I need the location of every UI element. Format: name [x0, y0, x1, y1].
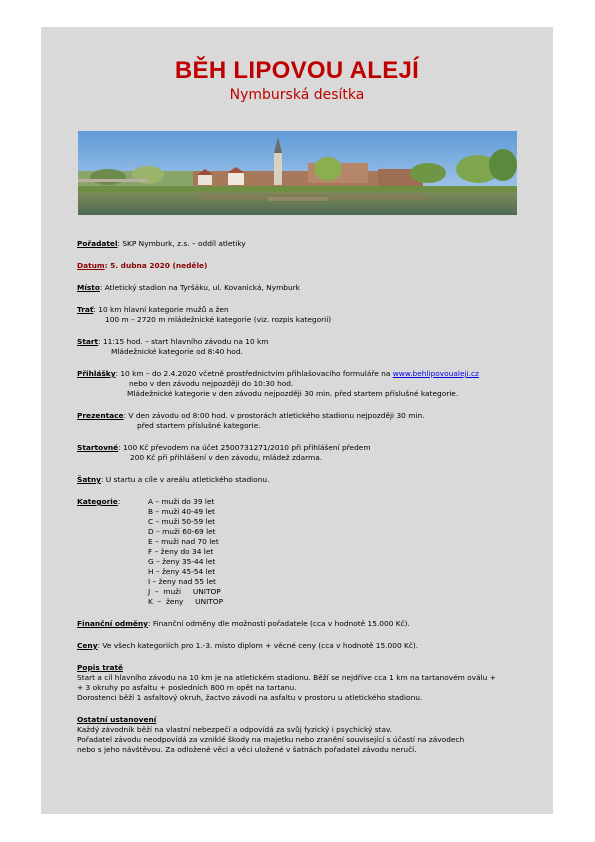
category-item: C – muži 50-59 let — [148, 517, 216, 526]
category-item: I – ženy nad 55 let — [148, 577, 216, 586]
organizer-row — [77, 239, 246, 249]
entry-fee-line1: : 100 Kč převodem na účet 2500731271/2010 při přihlášení předem — [118, 443, 371, 452]
date-label: Datum — [77, 261, 105, 270]
prize-money-row — [77, 619, 410, 629]
entry-fee-row — [77, 443, 371, 453]
organizer-value: : SKP Nymburk, z.s. – oddíl atletiky — [117, 239, 246, 248]
registration-line2: nebo v den závodu nejpozději do 10:30 hod. — [129, 379, 294, 388]
other-provisions-line1: Každý závodník běží na vlastní nebezpečí a odpovídá za svůj fyzický i psychický stav. — [77, 725, 393, 734]
start-label: Start — [77, 337, 99, 346]
course-description-line1: Start a cíl hlavního závodu na 10 km je na atletickém stadionu. Běží se nejdříve cca 1 km na tartanovém oválu + — [77, 673, 496, 682]
venue-row — [77, 283, 300, 293]
registration-label: Přihlášky — [77, 369, 116, 378]
course-description-heading — [77, 663, 123, 673]
category-item: G – ženy 35-44 let — [148, 557, 216, 566]
track-line2: 100 m – 2720 m mládežnické kategorie (viz. rozpis kategorií) — [105, 315, 332, 324]
panorama-town-river-image — [78, 131, 517, 215]
registration-row — [77, 369, 479, 379]
category-item: B – muži 40-49 let — [148, 507, 215, 516]
presentation-label: Prezentace — [77, 411, 124, 420]
other-provisions-label: Ostatní ustanovení — [77, 715, 157, 724]
venue-value: : Atletický stadion na Tyršáku, ul. Kovanická, Nymburk — [99, 283, 300, 292]
date-row — [77, 261, 207, 271]
registration-line3: Mládežnické kategorie v den závodu nejpozději 30 min. před startem příslušné kategorie. — [127, 389, 459, 398]
venue-label: Místo — [77, 283, 100, 292]
other-provisions-line2: Pořadatel závodu neodpovídá za vzniklé škody na majetku nebo zranění související s účastí na závodech — [77, 735, 465, 744]
course-description-label: Popis tratě — [77, 663, 124, 672]
registration-link[interactable]: www.behlipovoualeji.cz — [392, 369, 479, 378]
other-provisions-heading — [77, 715, 156, 725]
track-label: Trať — [77, 305, 94, 314]
course-description-line3: Dorostenci běží 1 asfaltový okruh, žactvo závodí na asfaltu v prostoru u atletického stadionu. — [77, 693, 423, 702]
entry-fee-label: Startovné — [77, 443, 119, 452]
date-value: : 5. dubna 2020 (neděle) — [104, 261, 208, 270]
categories-colon: : — [117, 497, 121, 506]
prizes-label: Ceny — [77, 641, 98, 650]
presentation-row — [77, 411, 425, 421]
course-description-line2: + 3 okruhy po asfaltu + posledních 800 m opět na tartanu. — [77, 683, 297, 692]
changing-rooms-value: : U startu a cíle v areálu atletického stadionu. — [100, 475, 270, 484]
category-item: H – ženy 45-54 let — [148, 567, 216, 576]
changing-rooms-row — [77, 475, 269, 485]
registration-line1: : 10 km – do 2.4.2020 včetně prostřednictvím přihlašovacího formuláře na — [115, 369, 393, 378]
track-line1: : 10 km hlavní kategorie mužů a žen — [93, 305, 229, 314]
prizes-row — [77, 641, 418, 651]
start-row — [77, 337, 268, 347]
categories-heading — [77, 497, 120, 507]
document-page — [41, 27, 553, 814]
presentation-line1: : V den závodu od 8:00 hod. v prostorách atletického stadionu nejpozději 30 min. — [123, 411, 425, 420]
other-provisions-line3: nebo s jeho návštěvou. Za odložené věci a věci uložené v šatnách pořadatel závodu neručí. — [77, 745, 417, 754]
start-line2: Mládežnické kategorie od 8:40 hod. — [111, 347, 243, 356]
category-item: D – muži 60-69 let — [148, 527, 216, 536]
prize-money-value: : Finanční odměny dle možností pořadatele (cca v hodnotě 15.000 Kč). — [148, 619, 410, 628]
prize-money-label: Finanční odměny — [77, 619, 149, 628]
changing-rooms-label: Šatny — [77, 475, 101, 484]
presentation-line2: před startem příslušné kategorie. — [137, 421, 261, 430]
categories-label: Kategorie — [77, 497, 118, 506]
entry-fee-line2: 200 Kč při přihlášení v den závodu, mládež zdarma. — [130, 453, 323, 462]
organizer-label: Pořadatel — [77, 239, 118, 248]
track-row — [77, 305, 229, 315]
prizes-value: : Ve všech kategoriích pro 1.-3. místo diplom + věcné ceny (cca v hodnotě 15.000 Kč). — [97, 641, 419, 650]
category-item: J – muži UNITOP — [148, 587, 221, 596]
page-subtitle: Nymburská desítka — [229, 87, 365, 103]
page-title: BĚH LIPOVOU ALEJÍ — [174, 57, 420, 84]
start-line1: : 11:15 hod. – start hlavního závodu na 10 km — [98, 337, 269, 346]
category-item: E – muži nad 70 let — [148, 537, 219, 546]
category-item: F – ženy do 34 let — [148, 547, 214, 556]
category-item: K – ženy UNITOP — [148, 597, 224, 606]
category-item: A – muži do 39 let — [148, 497, 215, 506]
